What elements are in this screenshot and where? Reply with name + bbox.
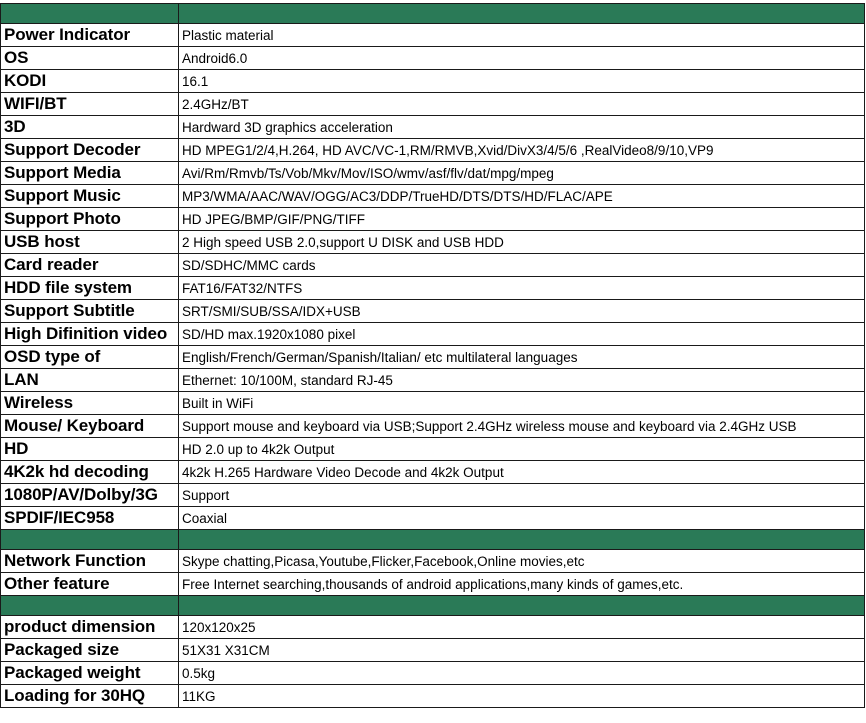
spec-label: Support Media [1,162,179,185]
section-separator [1,530,865,550]
spec-value: 2 High speed USB 2.0,support U DISK and USB HDD [179,231,865,254]
spec-row [1,369,865,392]
section-separator [1,4,865,24]
separator-cell [1,4,179,24]
spec-row [1,461,865,484]
spec-label: KODI [1,70,179,93]
spec-label: Support Photo [1,208,179,231]
spec-label: HDD file system [1,277,179,300]
spec-value: SD/SDHC/MMC cards [179,254,865,277]
separator-cell [179,4,865,24]
spec-row [1,300,865,323]
spec-value: 4k2k H.265 Hardware Video Decode and 4k2k Output [179,461,865,484]
spec-row [1,254,865,277]
spec-label: USB host [1,231,179,254]
spec-label: OSD type of [1,346,179,369]
spec-row [1,550,865,573]
spec-value: 16.1 [179,70,865,93]
spec-row [1,139,865,162]
spec-value: 11KG [179,685,865,708]
spec-row [1,185,865,208]
spec-row [1,323,865,346]
spec-row [1,484,865,507]
spec-label: LAN [1,369,179,392]
spec-row [1,662,865,685]
spec-row [1,438,865,461]
spec-row [1,616,865,639]
spec-value: Support [179,484,865,507]
spec-row [1,392,865,415]
spec-value: Avi/Rm/Rmvb/Ts/Vob/Mkv/Mov/ISO/wmv/asf/flv/dat/mpg/mpeg [179,162,865,185]
spec-value: Ethernet: 10/100M, standard RJ-45 [179,369,865,392]
spec-value: Skype chatting,Picasa,Youtube,Flicker,Facebook,Online movies,etc [179,550,865,573]
spec-value: HD 2.0 up to 4k2k Output [179,438,865,461]
spec-value: Plastic material [179,24,865,47]
spec-row [1,573,865,596]
spec-value: Hardward 3D graphics acceleration [179,116,865,139]
spec-value: 120x120x25 [179,616,865,639]
spec-value: 2.4GHz/BT [179,93,865,116]
spec-row [1,47,865,70]
spec-label: Power Indicator [1,24,179,47]
spec-label: HD [1,438,179,461]
spec-value: HD JPEG/BMP/GIF/PNG/TIFF [179,208,865,231]
spec-label: Loading for 30HQ [1,685,179,708]
separator-cell [1,530,179,550]
spec-label: product dimension [1,616,179,639]
spec-label: Card reader [1,254,179,277]
spec-label: Wireless [1,392,179,415]
spec-label: Support Decoder [1,139,179,162]
spec-value: FAT16/FAT32/NTFS [179,277,865,300]
spec-label: Mouse/ Keyboard [1,415,179,438]
spec-row [1,277,865,300]
spec-label: 3D [1,116,179,139]
spec-row [1,415,865,438]
spec-row [1,24,865,47]
spec-value: Free Internet searching,thousands of android applications,many kinds of games,etc. [179,573,865,596]
spec-table-body [1,4,865,708]
spec-label: High Difinition video [1,323,179,346]
spec-label: Network Function [1,550,179,573]
spec-value: English/French/German/Spanish/Italian/ etc multilateral languages [179,346,865,369]
spec-row [1,70,865,93]
spec-row [1,231,865,254]
section-separator [1,596,865,616]
spec-row [1,346,865,369]
spec-value: MP3/WMA/AAC/WAV/OGG/AC3/DDP/TrueHD/DTS/DTS/HD/FLAC/APE [179,185,865,208]
spec-row [1,162,865,185]
spec-value: Android6.0 [179,47,865,70]
spec-value: SRT/SMI/SUB/SSA/IDX+USB [179,300,865,323]
spec-value: SD/HD max.1920x1080 pixel [179,323,865,346]
separator-cell [179,530,865,550]
spec-label: 1080P/AV/Dolby/3G [1,484,179,507]
spec-row [1,208,865,231]
spec-value: 51X31 X31CM [179,639,865,662]
spec-label: OS [1,47,179,70]
spec-row [1,93,865,116]
spec-row [1,639,865,662]
spec-label: Other feature [1,573,179,596]
spec-label: 4K2k hd decoding [1,461,179,484]
spec-label: Packaged size [1,639,179,662]
separator-cell [1,596,179,616]
spec-row [1,685,865,708]
spec-row [1,507,865,530]
spec-label: Support Subtitle [1,300,179,323]
spec-label: Packaged weight [1,662,179,685]
spec-table [0,3,865,708]
spec-value: Built in WiFi [179,392,865,415]
spec-value: Support mouse and keyboard via USB;Support 2.4GHz wireless mouse and keyboard via 2.4GHz USB [179,415,865,438]
spec-label: Support Music [1,185,179,208]
spec-label: WIFI/BT [1,93,179,116]
spec-value: Coaxial [179,507,865,530]
spec-value: HD MPEG1/2/4,H.264, HD AVC/VC-1,RM/RMVB,Xvid/DivX3/4/5/6 ,RealVideo8/9/10,VP9 [179,139,865,162]
spec-row [1,116,865,139]
separator-cell [179,596,865,616]
spec-label: SPDIF/IEC958 [1,507,179,530]
spec-value: 0.5kg [179,662,865,685]
